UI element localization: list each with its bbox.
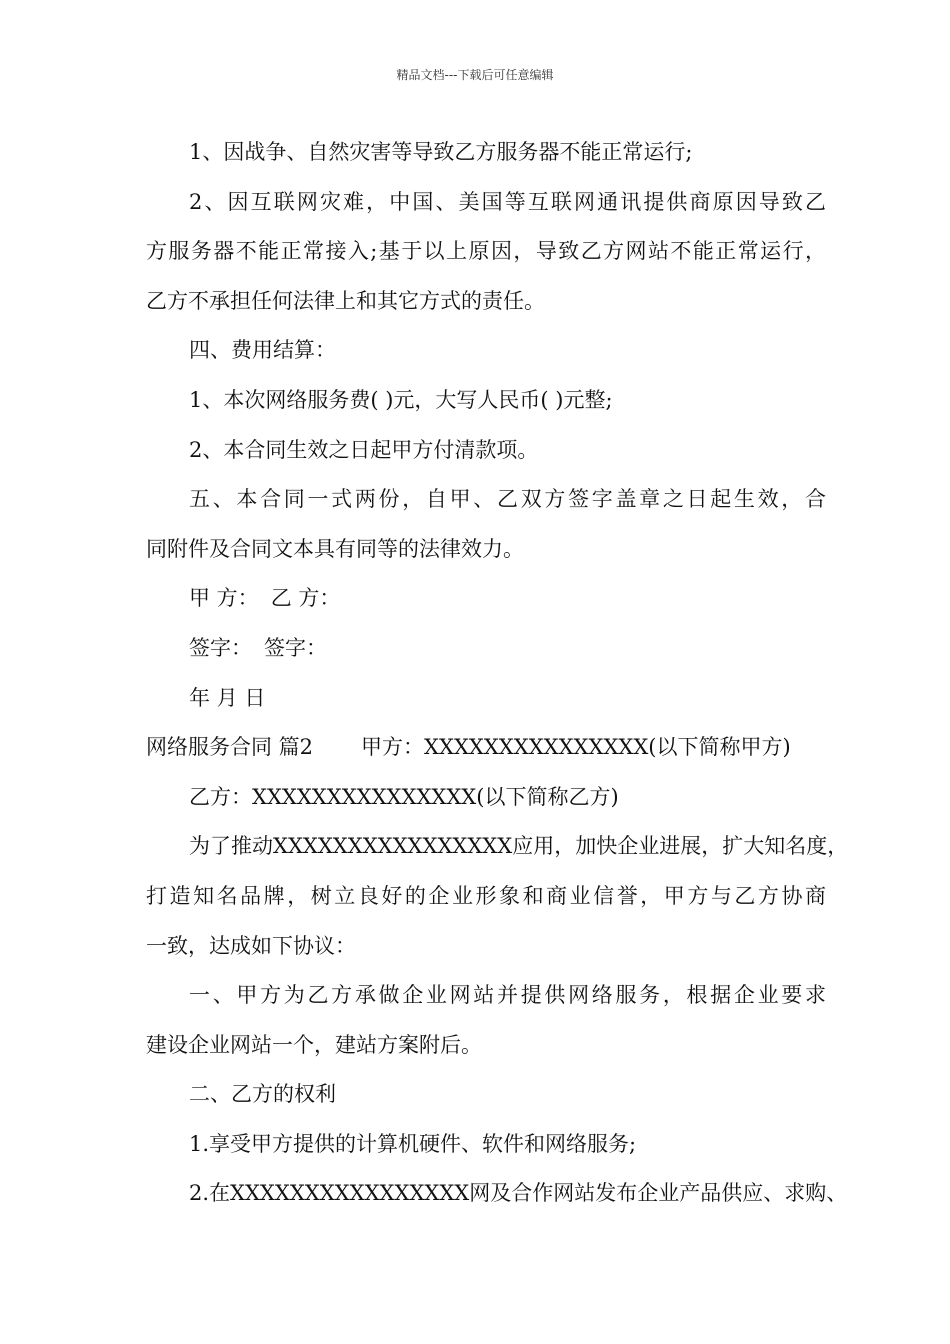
paragraph-line: 1、本次网络服务费( )元，大写人民币( )元整; (189, 387, 613, 412)
paragraph-line: 2.在XXXXXXXXXXXXXXXX网及合作网站发布企业产品供应、求购、 (189, 1181, 848, 1206)
paragraph-line: 打造知名品牌，树立良好的企业形象和商业信誉，甲方与乙方协商 (146, 883, 826, 908)
section2-title-line (146, 723, 826, 773)
signature-date: 年 月 日 (189, 685, 266, 710)
section-heading: 四、费用结算： (189, 338, 336, 363)
sign-a-label: 签字： (189, 635, 252, 660)
paragraph-line: 2、因互联网灾难，中国、美国等互联网通讯提供商原因导致乙 (189, 189, 826, 214)
paragraph-line: 方服务器不能正常接入;基于以上原因，导致乙方网站不能正常运行， (146, 239, 826, 264)
document-body (146, 128, 849, 1219)
section-heading: 二、乙方的权利 (189, 1082, 336, 1107)
section2-party-b: 乙方：XXXXXXXXXXXXXXX(以下简称乙方) (189, 784, 619, 809)
paragraph-line: 1.享受甲方提供的计算机硬件、软件和网络服务; (189, 1131, 637, 1156)
section2-party-a: 甲方：XXXXXXXXXXXXXXX(以下简称甲方) (361, 735, 791, 760)
paragraph-line: 同附件及合同文本具有同等的法律效力。 (146, 536, 524, 561)
paragraph-line: 一、甲方为乙方承做企业网站并提供网络服务，根据企业要求 (189, 983, 826, 1008)
section2-title: 网络服务合同 篇2 (146, 735, 314, 760)
page-header: 精品文档---下载后可任意编辑 (396, 68, 554, 82)
paragraph-line: 乙方不承担任何法律上和其它方式的责任。 (146, 288, 545, 313)
paragraph-line: 建设企业网站一个，建站方案附后。 (146, 1032, 482, 1057)
paragraph-line: 一致，达成如下协议： (146, 933, 356, 958)
signature-parties (146, 574, 826, 624)
paragraph-line: 2、本合同生效之日起甲方付清款项。 (189, 437, 539, 462)
party-a-label: 甲 方： (189, 586, 259, 611)
paragraph-line: 五、本合同一式两份，自甲、乙双方签字盖章之日起生效，合 (189, 487, 826, 512)
signature-signs (146, 624, 826, 674)
paragraph-line: 1、因战争、自然灾害等导致乙方服务器不能正常运行; (189, 140, 693, 164)
paragraph-line: 为了推动XXXXXXXXXXXXXXXX应用，加快企业进展，扩大知名度， (189, 834, 849, 859)
sign-b-label: 签字： (264, 635, 327, 660)
party-b-label: 乙 方： (270, 586, 341, 611)
